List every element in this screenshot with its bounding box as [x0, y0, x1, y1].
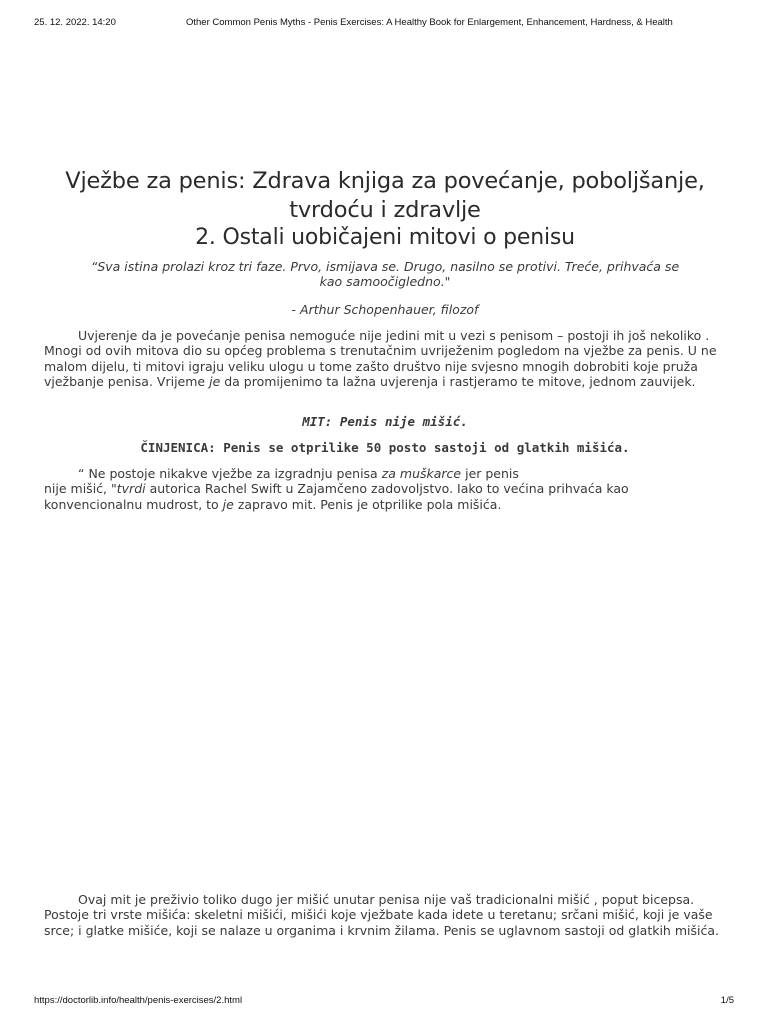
paragraph-3: Ovaj mit je preživio toliko dugo jer mišić unutar penisa nije vaš tradicionalni mišić , poput bicepsa. Postoje tri vrste mišića: skeletni mišići, mišići koje vježbate kada idete u teretanu; srčani mišić, koji je vaše srce; i glatke mišiće, koji se nalaze u organima i krvnim žilama. Penis se uglavnom sastoji od glatkih mišića.: [44, 892, 719, 938]
paragraph-1: [44, 328, 726, 389]
paragraph-2-part2: jer penis: [461, 466, 519, 481]
paragraph-2-italic3: je: [222, 496, 234, 512]
book-title-line2: tvrdoću i zdravlje: [289, 197, 481, 223]
print-date: 25. 12. 2022. 14:20: [34, 17, 116, 28]
epigraph-quote: [44, 259, 726, 289]
myth-heading: MIT: Penis nije mišić.: [302, 414, 468, 429]
paragraph-2-part1: “ Ne postoje nikakve vježbe za izgradnju penisa: [78, 466, 382, 481]
print-url: https://doctorlib.info/health/penis-exercises/2.html: [34, 995, 243, 1006]
book-title: [44, 167, 726, 225]
chapter-title: 2. Ostali uobičajeni mitovi o penisu: [195, 225, 575, 250]
print-footer: [34, 995, 734, 1007]
paragraph-1-part1: Uvjerenje da je povećanje penisa nemoguće nije jedini mit u vezi s penisom – postoji ih još nekoliko . Mnogi od ovih mitova dio su općeg problema s trenutačnim uvriježenim pogledom na vježbe za penis. U ne malom dijelu, ti mitovi igraju veliku ulogu u tome zašto društvo nije svjesno mnogih dobrobiti koje pruža vježbanje penisa. Vrijeme: [44, 328, 717, 389]
paragraph-2-part5: zapravo mit. Penis je otprilike pola mišića.: [233, 496, 502, 512]
print-page-number: 1/5: [720, 995, 734, 1006]
paragraph-2-italic2: tvrdi: [116, 481, 146, 497]
paragraph-2-part4: autorica Rachel Swift u Zajamčeno zadovoljstvo. Iako to većina prihvaća kao konvencionalnu mudrost, to: [44, 481, 629, 512]
epigraph-line1: “Sva istina prolazi kroz tri faze. Prvo, ismijava se. Drugo, nasilno se protivi. Treće, prihvaća se: [90, 259, 680, 274]
book-title-line1: Vježbe za penis: Zdrava knjiga za povećanje, poboljšanje,: [65, 168, 705, 194]
epigraph-author-name: Arthur Schopenhauer: [300, 302, 433, 317]
epigraph-line2: kao samoočigledno.": [319, 274, 451, 289]
print-header: [34, 17, 734, 29]
paragraph-2-italic1: za muškarce: [381, 466, 462, 481]
epigraph-author-suffix: , filozof: [432, 302, 479, 317]
paragraph-2-part3: nije mišić, ": [44, 481, 117, 497]
paragraph-1-part2: da promijenimo ta lažna uvjerenja i rastjeramo te mitove, jednom zauvijek.: [220, 373, 696, 389]
epigraph-author-prefix: -: [291, 302, 301, 317]
epigraph-author: [44, 302, 726, 317]
paragraph-1-italic: je: [209, 373, 221, 389]
fact-heading: ČINJENICA: Penis se otprilike 50 posto sastoji od glatkih mišića.: [140, 440, 630, 455]
paragraph-2: [44, 466, 726, 512]
print-page-title: Other Common Penis Myths - Penis Exercises: A Healthy Book for Enlargement, Enhancement, Hardness, & Health: [186, 17, 673, 28]
